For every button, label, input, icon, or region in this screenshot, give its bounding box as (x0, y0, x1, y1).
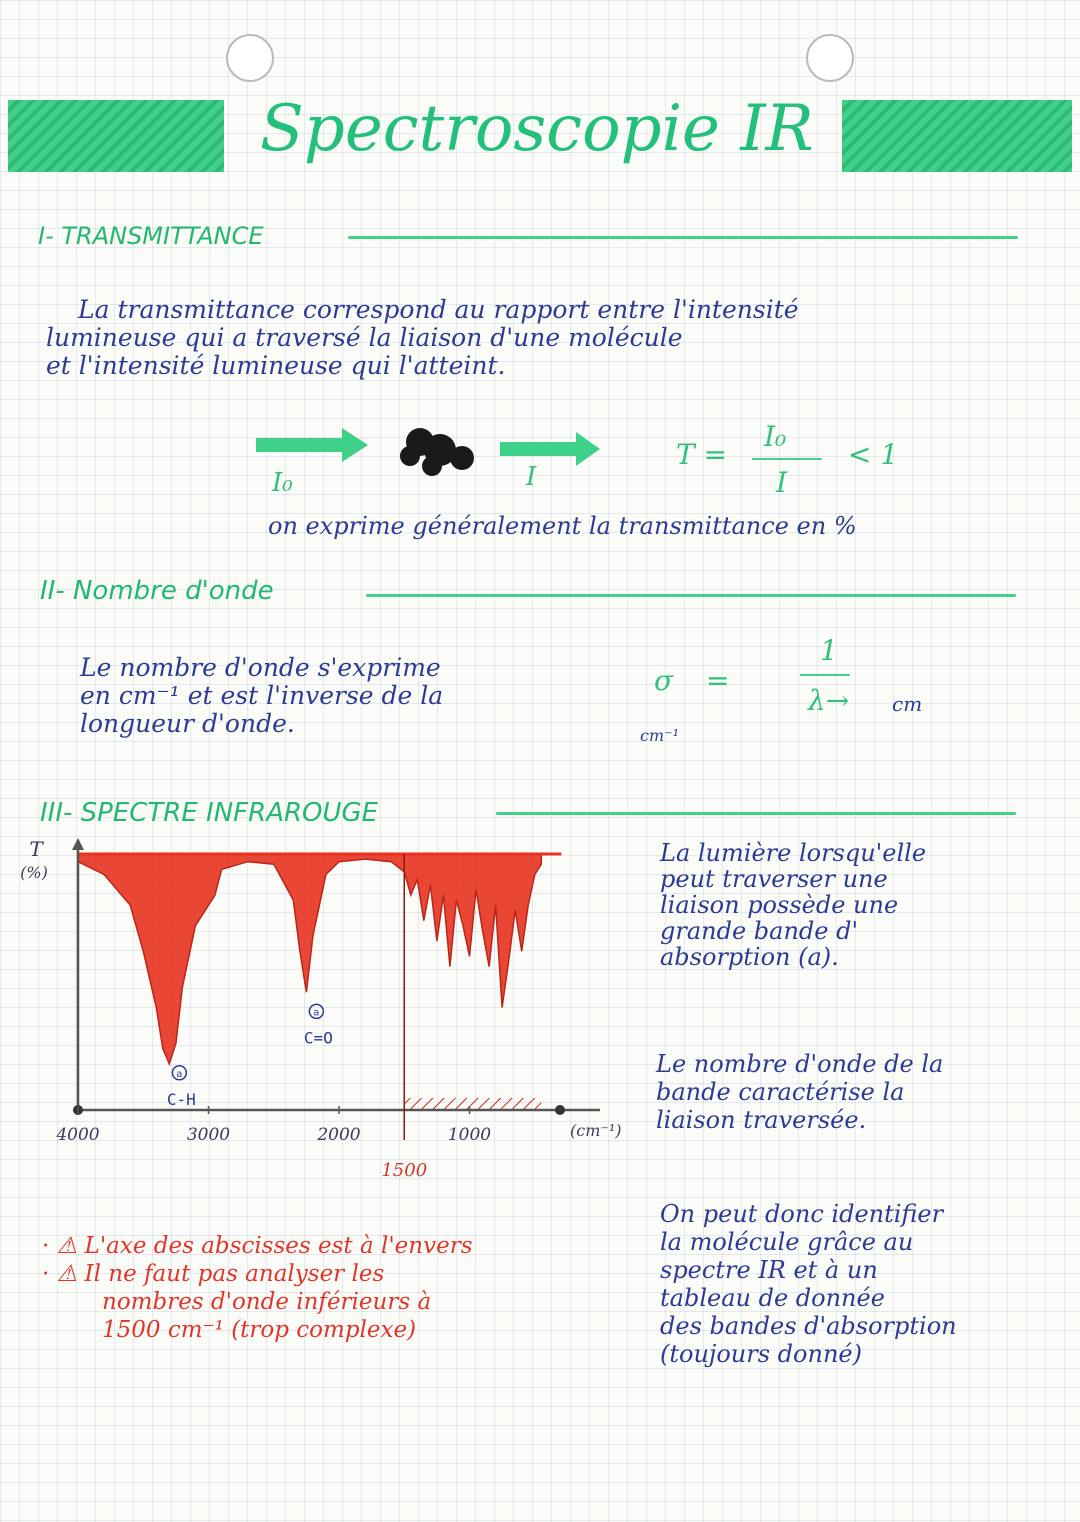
transmittance-formula-lhs: T = (676, 438, 728, 471)
section-3-line: absorption (a). (660, 943, 839, 971)
note-line: nombres d'onde inférieurs à (102, 1289, 432, 1315)
section-3-line: La lumière lorsqu'elle (660, 839, 927, 867)
title-band-right (842, 100, 1072, 172)
label-i0: I₀ (272, 468, 293, 498)
section-3-line: spectre IR et à un (660, 1256, 878, 1284)
section-3-line: des bandes d'absorption (660, 1312, 957, 1340)
note-line: · ⚠ L'axe des abscisses est à l'envers (42, 1233, 473, 1259)
transmittance-diagram (250, 420, 610, 500)
annotation-label-1: C=O (303, 1028, 333, 1048)
annotation-mark: a (313, 1007, 320, 1019)
section-3-line: la molécule grâce au (660, 1228, 914, 1256)
wavenumber-sigma: σ (654, 664, 674, 697)
molecule-icon (400, 428, 474, 476)
y-axis-arrow-icon (72, 838, 84, 850)
title-band-left (8, 100, 224, 172)
annotation-mark: a (176, 1068, 183, 1080)
transmittance-formula-den: I (776, 466, 788, 499)
wavenumber-unit-cm-inv: cm⁻¹ (640, 726, 679, 745)
section-3-right-par1 (660, 840, 926, 970)
wavenumber-unit-cm: cm (892, 692, 923, 716)
arrow-right-icon (500, 432, 600, 466)
section-3-notes (42, 1232, 473, 1344)
x-tick-label: 4000 (56, 1125, 100, 1145)
y-axis-unit: (%) (20, 863, 48, 882)
section-3-line: (toujours donné) (660, 1340, 862, 1368)
section-2-paragraph (80, 654, 443, 738)
annotation-label-0: C-H (166, 1089, 196, 1109)
section-3-line: peut traverser une (660, 865, 888, 893)
arrow-right-icon (256, 428, 368, 462)
wavenumber-one: 1 (820, 634, 838, 667)
label-i: I (526, 462, 537, 492)
section-3-line: Le nombre d'onde de la (656, 1050, 944, 1078)
section-3-right-par3 (660, 1200, 957, 1368)
section-1-rule (348, 236, 1018, 239)
marker-label: 1500 (381, 1160, 428, 1181)
x-tick-label: 2000 (317, 1125, 361, 1145)
section-2-line: longueur d'onde. (80, 709, 295, 738)
section-3-right-par2 (656, 1050, 943, 1134)
ir-spectrum-chart (10, 830, 640, 1190)
section-1-line: La transmittance correspond au rapport entre l'intensité (78, 295, 799, 324)
section-1-heading: I- TRANSMITTANCE (38, 222, 264, 250)
section-3-heading: III- SPECTRE INFRAROUGE (40, 798, 379, 828)
page-title: Spectroscopie IR (260, 92, 814, 166)
x-tick-label: 1000 (447, 1125, 492, 1145)
wavenumber-lambda: λ→ (808, 684, 850, 717)
section-2-heading: II- Nombre d'onde (40, 576, 274, 606)
section-3-line: grande bande d' (660, 917, 859, 945)
binder-hole-right (806, 34, 854, 82)
section-3-line: liaison possède une (660, 891, 899, 919)
x-axis-label: (cm⁻¹) (570, 1121, 622, 1140)
x-tick-label: 3000 (186, 1125, 231, 1145)
section-1-paragraph (46, 296, 799, 380)
transmittance-formula-rhs: < 1 (848, 438, 899, 471)
note-line: 1500 cm⁻¹ (trop complexe) (102, 1317, 417, 1343)
excluded-region-hatch (404, 1098, 541, 1110)
section-2-rule (366, 594, 1016, 597)
wavenumber-equals: = (706, 664, 730, 697)
binder-hole-left (226, 34, 274, 82)
section-3-rule (496, 812, 1016, 815)
section-3-line: tableau de donnée (660, 1284, 885, 1312)
section-3-line: bande caractérise la (656, 1078, 905, 1106)
transmittance-formula-num: I₀ (764, 420, 787, 453)
section-2-line: en cm⁻¹ et est l'inverse de la (80, 681, 444, 710)
section-3-line: On peut donc identifier (660, 1200, 944, 1228)
axis-end-dot (555, 1105, 565, 1115)
wavenumber-fraction-bar (800, 674, 850, 676)
section-1-note: on exprime généralement la transmittance en % (268, 512, 857, 540)
section-1-line: et l'intensité lumineuse qui l'atteint. (46, 351, 506, 380)
section-1-line: lumineuse qui a traversé la liaison d'une molécule (46, 323, 683, 352)
fraction-bar (752, 458, 822, 460)
section-2-line: Le nombre d'onde s'exprime (80, 653, 441, 682)
note-line: · ⚠ Il ne faut pas analyser les (42, 1261, 385, 1287)
y-axis-label: T (29, 837, 43, 861)
section-3-line: liaison traversée. (656, 1106, 867, 1134)
